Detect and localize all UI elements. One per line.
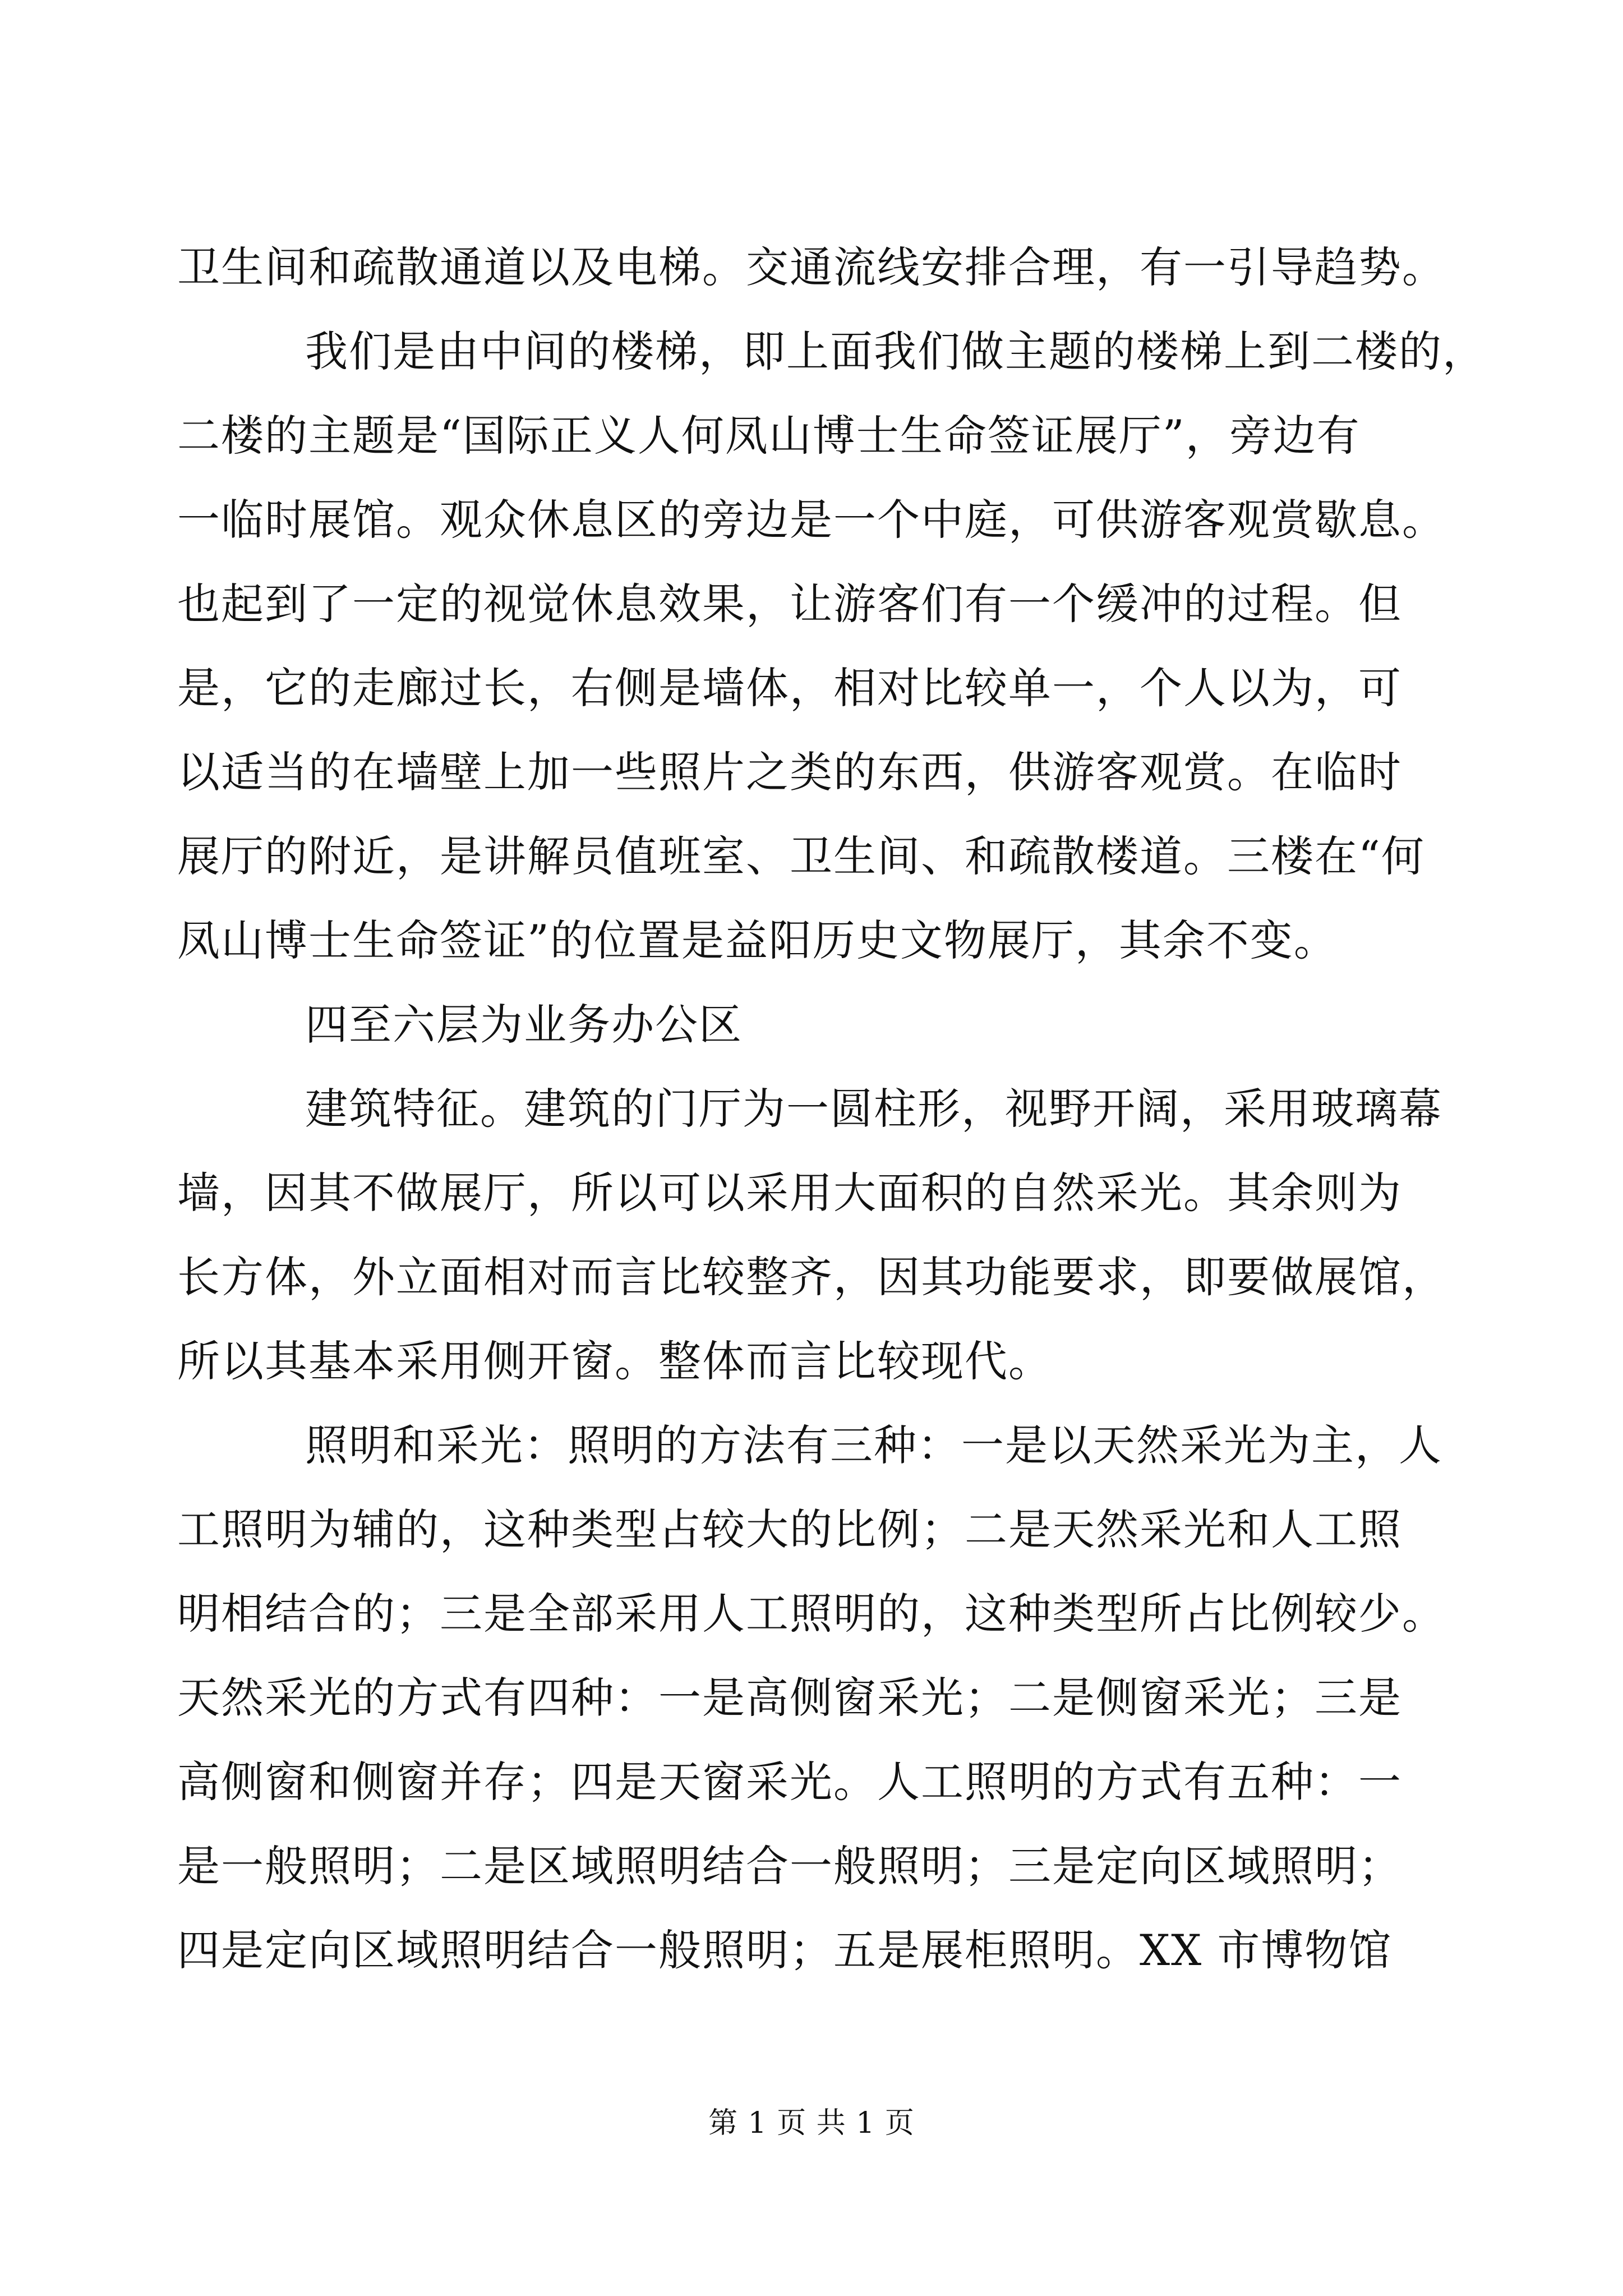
- text-line: 长方体，外立面相对而言比较整齐，因其功能要求，即要做展馆，: [177, 1252, 1446, 1302]
- text-line: 墙，因其不做展厅，所以可以采用大面积的自然采光。其余则为: [177, 1168, 1402, 1218]
- text-line: 天然采光的方式有四种：一是高侧窗采光；二是侧窗采光；三是: [177, 1673, 1402, 1723]
- text-line: 二楼的主题是“国际正义人何凤山博士生命签证展厅”，旁边有: [177, 411, 1361, 461]
- text-line: 以适当的在墙壁上加一些照片之类的东西，供游客观赏。在临时: [177, 747, 1402, 797]
- text-line: 展厅的附近，是讲解员值班室、卫生间、和疏散楼道。三楼在“何: [177, 831, 1425, 881]
- section-heading: 四至六层为业务办公区: [305, 1000, 743, 1050]
- text-line: 所以其基本采用侧开窗。整体而言比较现代。: [177, 1336, 1052, 1386]
- text-line: 高侧窗和侧窗并存；四是天窗采光。人工照明的方式有五种：一: [177, 1757, 1402, 1807]
- text-line: 四是定向区域照明结合一般照明；五是展柜照明。XX 市博物馆: [177, 1925, 1393, 1975]
- paragraph-start-line: 照明和采光：照明的方法有三种：一是以天然采光为主，人: [305, 1420, 1442, 1470]
- text-line: 凤山博士生命签证”的位置是益阳历史文物展厅，其余不变。: [177, 915, 1338, 965]
- text-line: 工照明为辅的，这种类型占较大的比例；二是天然采光和人工照: [177, 1504, 1402, 1554]
- document-body: [177, 226, 1486, 1993]
- paragraph-start-line: 建筑特征。建筑的门厅为一圆柱形，视野开阔，采用玻璃幕: [305, 1084, 1442, 1134]
- text-line: 一临时展馆。观众休息区的旁边是一个中庭，可供游客观赏歇息。: [177, 495, 1446, 545]
- page-number-footer: 第 1 页 共 1 页: [708, 2106, 915, 2140]
- text-line: 是一般照明；二是区域照明结合一般照明；三是定向区域照明；: [177, 1841, 1402, 1891]
- text-line: 也起到了一定的视觉休息效果，让游客们有一个缓冲的过程。但: [177, 579, 1402, 629]
- text-line: 卫生间和疏散通道以及电梯。交通流线安排合理，有一引导趋势。: [177, 242, 1446, 292]
- paragraph-start-line: 我们是由中间的楼梯，即上面我们做主题的楼梯上到二楼的，: [305, 326, 1486, 376]
- text-line: 明相结合的；三是全部采用人工照明的，这种类型所占比例较少。: [177, 1589, 1446, 1639]
- text-line: 是，它的走廊过长，右侧是墙体，相对比较单一，个人以为，可: [177, 663, 1402, 713]
